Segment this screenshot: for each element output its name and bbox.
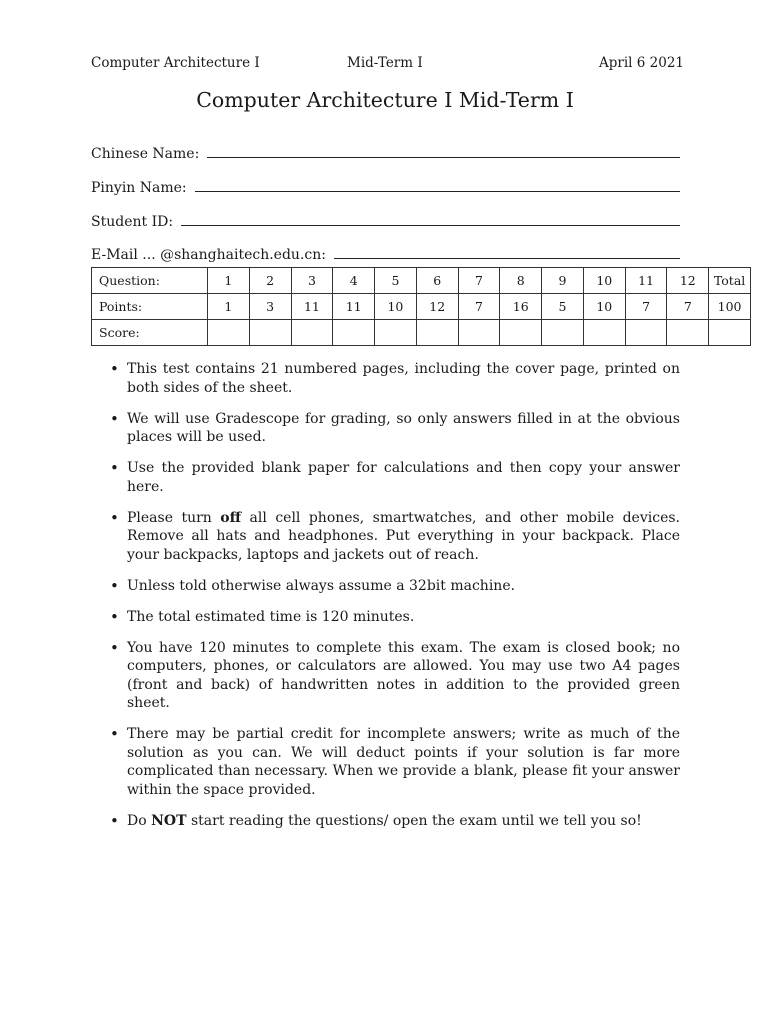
instruction-text: all cell phones, smartwatches, and other mobile devices. Remove all hats and headphones. Put everything in your backpack. Place your backpacks, laptops and jackets out of reach. [127,509,680,563]
instruction-item [127,459,680,496]
score-cell[interactable] [625,320,667,346]
points-cell: 3 [249,294,291,320]
question-cell: 4 [333,268,375,294]
email-label: E-Mail ... @shanghaitech.edu.cn: [91,247,326,263]
score-cell[interactable] [583,320,625,346]
question-cell: 11 [625,268,667,294]
points-total-cell: 100 [709,294,751,320]
score-cell[interactable] [416,320,458,346]
grade-table [91,267,751,346]
pinyin-name-field [91,180,680,196]
instruction-text: Do [127,812,152,829]
points-cell: 7 [667,294,709,320]
instruction-emphasis: NOT [151,812,187,829]
header-exam: Mid-Term I [347,55,423,71]
instruction-text: We will use Gradescope for grading, so only answers filled in at the obvious places will be used. [127,410,680,445]
instruction-text: Unless told otherwise always assume a 32bit machine. [127,577,516,594]
pinyin-name-label: Pinyin Name: [91,180,187,196]
points-cell: 1 [208,294,250,320]
score-cell[interactable] [208,320,250,346]
question-cell: 1 [208,268,250,294]
points-cell: 16 [500,294,542,320]
question-cell: 3 [291,268,333,294]
pinyin-name-blank[interactable] [195,190,680,192]
question-cell: 5 [375,268,417,294]
instruction-item [127,360,680,397]
instruction-item [127,577,680,596]
points-cell: 5 [542,294,584,320]
email-blank[interactable] [334,257,680,259]
points-cell: 7 [625,294,667,320]
question-total-cell: Total [709,268,751,294]
instruction-text: There may be partial credit for incomplete answers; write as much of the solution as you can. We will deduct points if your solution is far more complicated than necessary. When we provide a blank, please fit your answer within the space provided. [127,726,680,798]
question-row [92,268,751,294]
instruction-item [127,812,680,831]
email-field [91,247,680,263]
question-cell: 6 [416,268,458,294]
points-row [92,294,751,320]
score-cell[interactable] [542,320,584,346]
page-title: Computer Architecture I Mid-Term I [196,88,574,112]
score-cell[interactable] [667,320,709,346]
instruction-text: The total estimated time is 120 minutes. [127,608,415,625]
score-total-cell[interactable] [709,320,751,346]
question-cell: 8 [500,268,542,294]
instruction-item [127,509,680,565]
header-date: April 6 2021 [599,55,685,71]
score-cell[interactable] [333,320,375,346]
points-cell: 10 [375,294,417,320]
question-cell: 10 [583,268,625,294]
score-cell[interactable] [458,320,500,346]
instructions-list [127,360,680,843]
instruction-emphasis: off [220,509,242,526]
instruction-item [127,639,680,713]
instruction-text: This test contains 21 numbered pages, including the cover page, printed on both sides of the sheet. [127,361,680,396]
student-id-field [91,214,680,230]
chinese-name-field [91,146,680,162]
score-cell[interactable] [249,320,291,346]
instruction-item [127,725,680,799]
question-cell: 9 [542,268,584,294]
score-row [92,320,751,346]
student-id-label: Student ID: [91,214,174,230]
instruction-item [127,410,680,447]
points-row-label: Points: [92,294,208,320]
chinese-name-blank[interactable] [207,156,680,158]
points-cell: 7 [458,294,500,320]
score-row-label: Score: [92,320,208,346]
points-cell: 10 [583,294,625,320]
chinese-name-label: Chinese Name: [91,146,200,162]
score-cell[interactable] [375,320,417,346]
instruction-text: Use the provided blank paper for calculations and then copy your answer here. [127,460,680,495]
points-cell: 11 [291,294,333,320]
instruction-item [127,608,680,627]
points-cell: 12 [416,294,458,320]
instruction-text: Please turn [127,509,221,526]
question-row-label: Question: [92,268,208,294]
points-cell: 11 [333,294,375,320]
score-cell[interactable] [291,320,333,346]
header-course: Computer Architecture I [91,55,260,71]
question-cell: 7 [458,268,500,294]
instruction-text: You have 120 minutes to complete this exam. The exam is closed book; no computers, phones, or calculators are allowed. You may use two A4 pages (front and back) of handwritten notes in addition to the provided green sheet. [127,639,680,711]
question-cell: 12 [667,268,709,294]
question-cell: 2 [249,268,291,294]
instruction-text: start reading the questions/ open the exam until we tell you so! [186,812,642,829]
score-cell[interactable] [500,320,542,346]
student-id-blank[interactable] [181,224,680,226]
